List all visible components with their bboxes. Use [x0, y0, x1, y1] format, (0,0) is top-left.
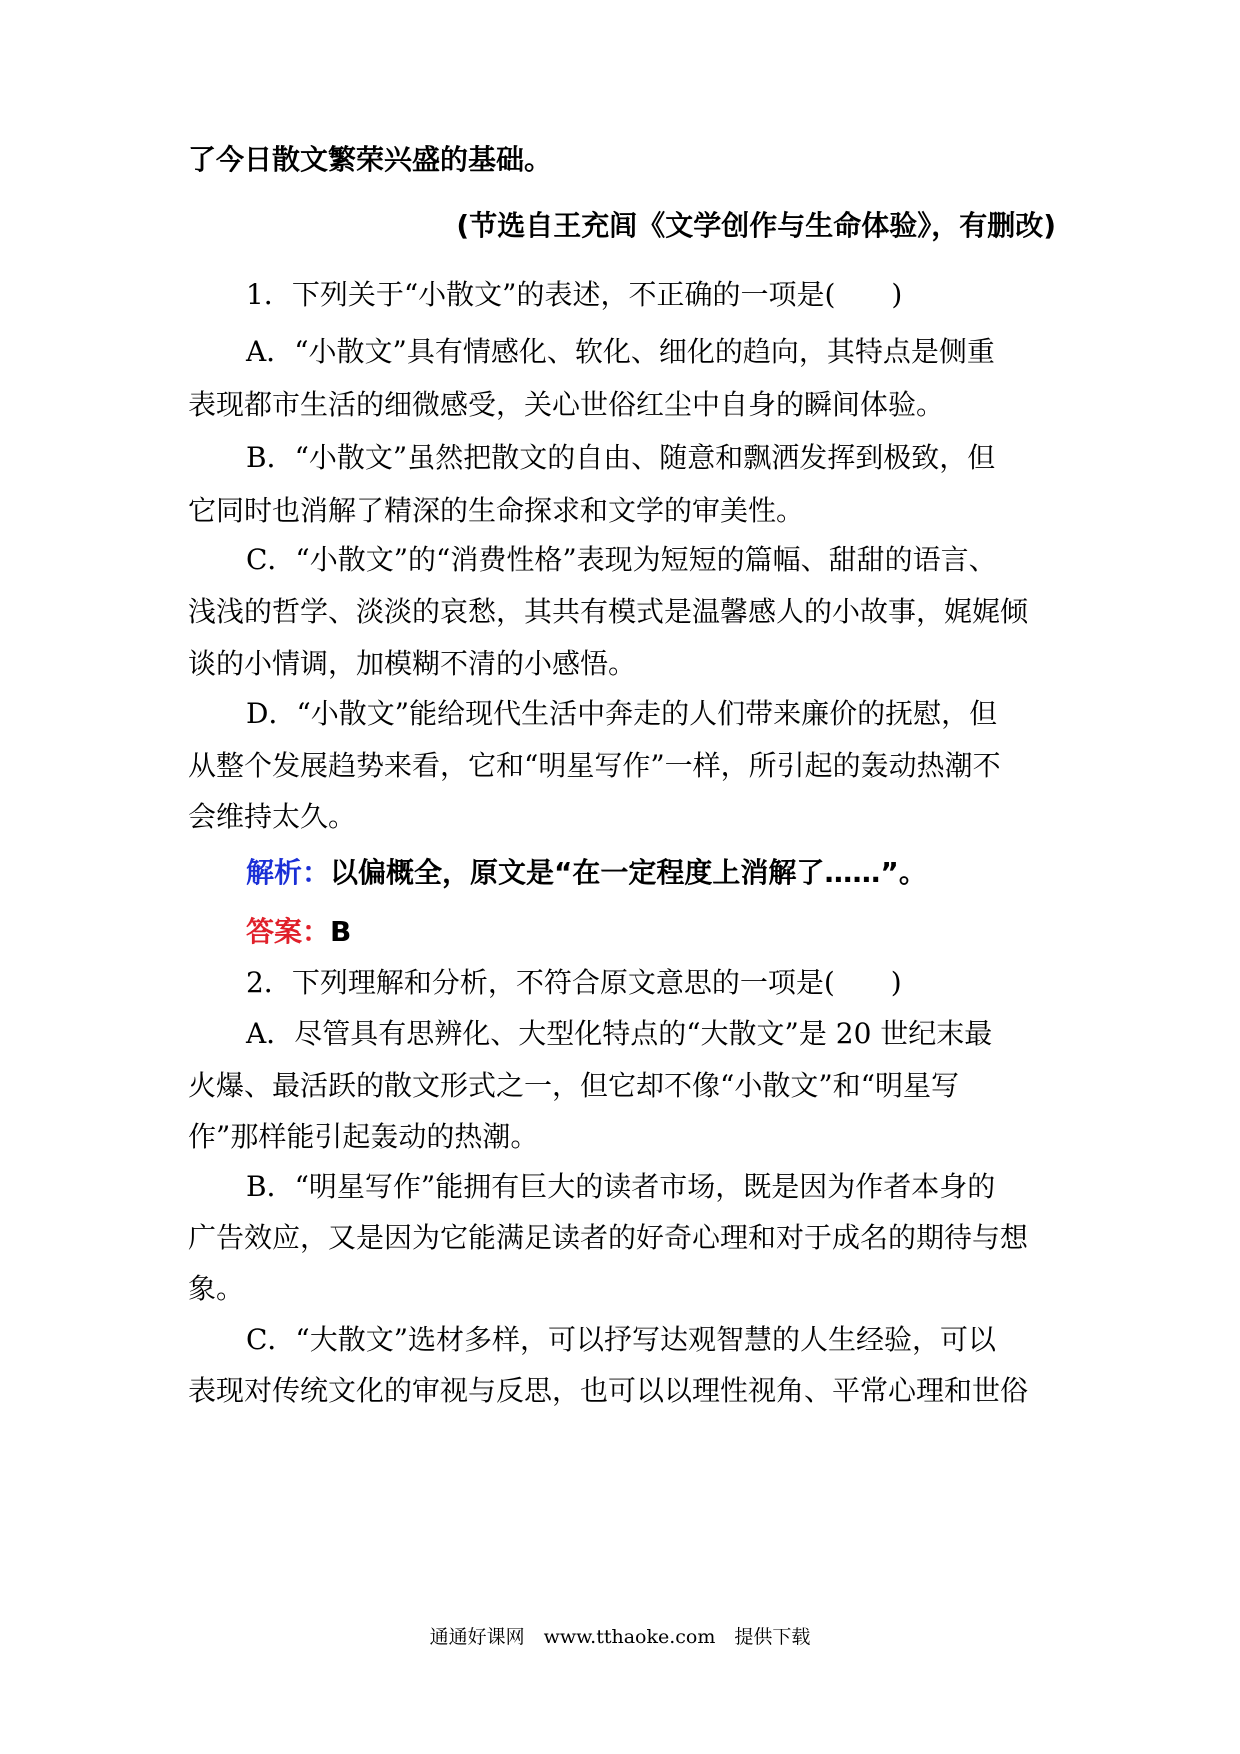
- analysis-text: 以偏概全，原文是“在一定程度上消解了……”。: [330, 856, 927, 889]
- q1-option-d-line3: 会维持太久。: [188, 800, 357, 833]
- page-footer: 通通好课网 www.tthaoke.com 提供下载: [429, 1626, 811, 1648]
- q2-option-a-line2: 火爆、最活跃的散文形式之一，但它却不像“小散文”和“明星写: [188, 1069, 959, 1102]
- source-citation: (节选自王充闾《文学创作与生命体验》，有删改): [456, 209, 1056, 242]
- q2-stem: 2．下列理解和分析，不符合原文意思的一项是( ): [246, 966, 902, 999]
- q2-option-b-line1: B．“明星写作”能拥有巨大的读者市场，既是因为作者本身的: [246, 1170, 996, 1203]
- q2-option-a-line3: 作”那样能引起轰动的热潮。: [188, 1120, 539, 1153]
- answer-label: 答案：: [246, 915, 331, 948]
- q1-option-a-line1: A．“小散文”具有情感化、软化、细化的趋向，其特点是侧重: [246, 335, 995, 368]
- q1-stem: 1．下列关于“小散文”的表述，不正确的一项是( ): [246, 278, 903, 311]
- answer-text: B: [330, 915, 352, 948]
- q1-option-c-line2: 浅浅的哲学、淡淡的哀愁，其共有模式是温馨感人的小故事，娓娓倾: [188, 595, 1029, 628]
- analysis-label: 解析：: [246, 856, 331, 889]
- q1-answer: [246, 912, 1056, 952]
- q1-option-a-line2: 表现都市生活的细微感受，关心世俗红尘中自身的瞬间体验。: [188, 388, 945, 421]
- q1-option-c-line3: 谈的小情调，加模糊不清的小感悟。: [188, 647, 637, 680]
- q2-option-b-line3: 象。: [188, 1272, 245, 1305]
- q1-analysis: [246, 853, 1056, 893]
- q2-option-b-line2: 广告效应，又是因为它能满足读者的好奇心理和对于成名的期待与想: [188, 1221, 1029, 1254]
- q2-option-a-line1: A．尽管具有思辨化、大型化特点的“大散文”是 20 世纪末最: [246, 1017, 993, 1050]
- q2-option-c-line2: 表现对传统文化的审视与反思，也可以以理性视角、平常心理和世俗: [188, 1374, 1029, 1407]
- intro-tail: 了今日散文繁荣兴盛的基础。: [188, 143, 553, 176]
- q1-option-b-line2: 它同时也消解了精深的生命探求和文学的审美性。: [188, 494, 805, 527]
- q2-option-c-line1: C．“大散文”选材多样，可以抒写达观智慧的人生经验，可以: [246, 1323, 997, 1356]
- q1-option-d-line2: 从整个发展趋势来看，它和“明星写作”一样，所引起的轰动热潮不: [188, 749, 1001, 782]
- q1-option-b-line1: B．“小散文”虽然把散文的自由、随意和飘洒发挥到极致，但: [246, 441, 996, 474]
- q1-option-c-line1: C．“小散文”的“消费性格”表现为短短的篇幅、甜甜的语言、: [246, 543, 997, 576]
- q1-option-d-line1: D．“小散文”能给现代生活中奔走的人们带来廉价的抚慰，但: [246, 697, 998, 730]
